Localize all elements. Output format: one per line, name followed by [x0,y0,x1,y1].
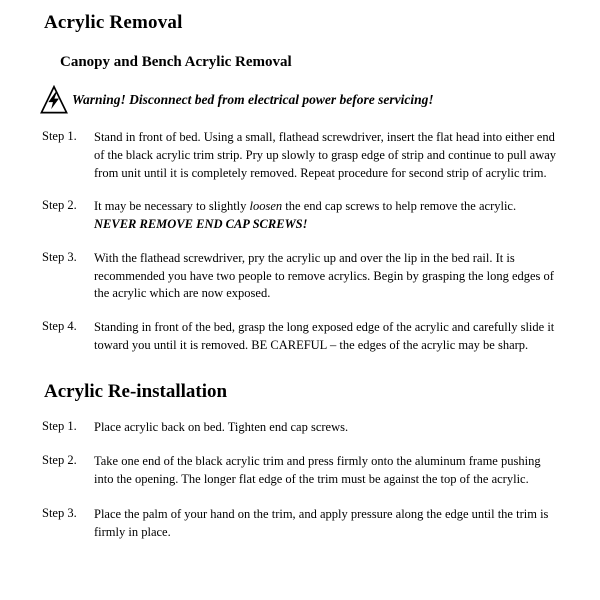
section-heading-canopy-bench: Canopy and Bench Acrylic Removal [60,54,292,70]
page-title-acrylic-removal: Acrylic Removal [44,12,183,33]
electrical-hazard-icon [40,85,68,115]
list-item [38,129,576,182]
step-text: Place the palm of your hand on the trim, and apply pressure along the edge until the trim is firmly in place. [94,506,549,539]
warning-banner [40,85,576,115]
list-item [38,319,576,355]
step-text: Standing in front of the bed, grasp the long exposed edge of the acrylic and carefully slide it toward you until it is removed. BE CAREFUL – the edges of the acrylic may be sharp. [94,320,555,352]
step-text [94,198,576,234]
step-text: Stand in front of bed. Using a small, flathead screwdriver, insert the flat head into either end of the black acrylic trim strip. Pry up slowly to grasp edge of strip and continue to pull away from unit until it is completely removed. Repeat procedure for second strip of acrylic trim. [94,130,557,180]
list-item [38,419,576,437]
list-item [38,250,576,303]
step-label: Step 3. [42,249,77,264]
step-text-emphasis: loosen [249,199,283,214]
step-text: Take one end of the black acrylic trim and press firmly onto the aluminum frame pushing into the opening. The longer flat edge of the trim must be against the top of the acrylic. [94,454,541,486]
step-text: Place acrylic back on bed. Tighten end cap screws. [94,419,349,434]
reinstall-steps-list [38,419,576,542]
step-label: Step 4. [42,319,77,333]
removal-steps-list [38,129,576,355]
step-label: Step 1. [42,129,77,143]
step-text-part-1: It may be necessary to slightly [94,199,250,214]
page-title-acrylic-reinstallation: Acrylic Re-installation [44,380,228,402]
warning-text: Warning! Disconnect bed from electrical power before servicing! [72,92,434,107]
step-label: Step 2. [42,453,77,468]
step-text: With the flathead screwdriver, pry the acrylic up and over the lip in the bed rail. It is recommended you have two people to remove acrylics. Begin by grasping the long edges of the acrylic which are now exposed. [94,250,554,301]
step-label: Step 2. [42,198,77,213]
step-label: Step 1. [42,418,77,433]
step-text-strong-warning: NEVER REMOVE END CAP SCREWS! [94,217,308,231]
list-item [38,453,576,489]
list-item [38,198,576,234]
step-text-part-2: the end cap screws to help remove the acrylic. [282,199,517,214]
step-label: Step 3. [42,505,77,520]
list-item [38,506,576,542]
